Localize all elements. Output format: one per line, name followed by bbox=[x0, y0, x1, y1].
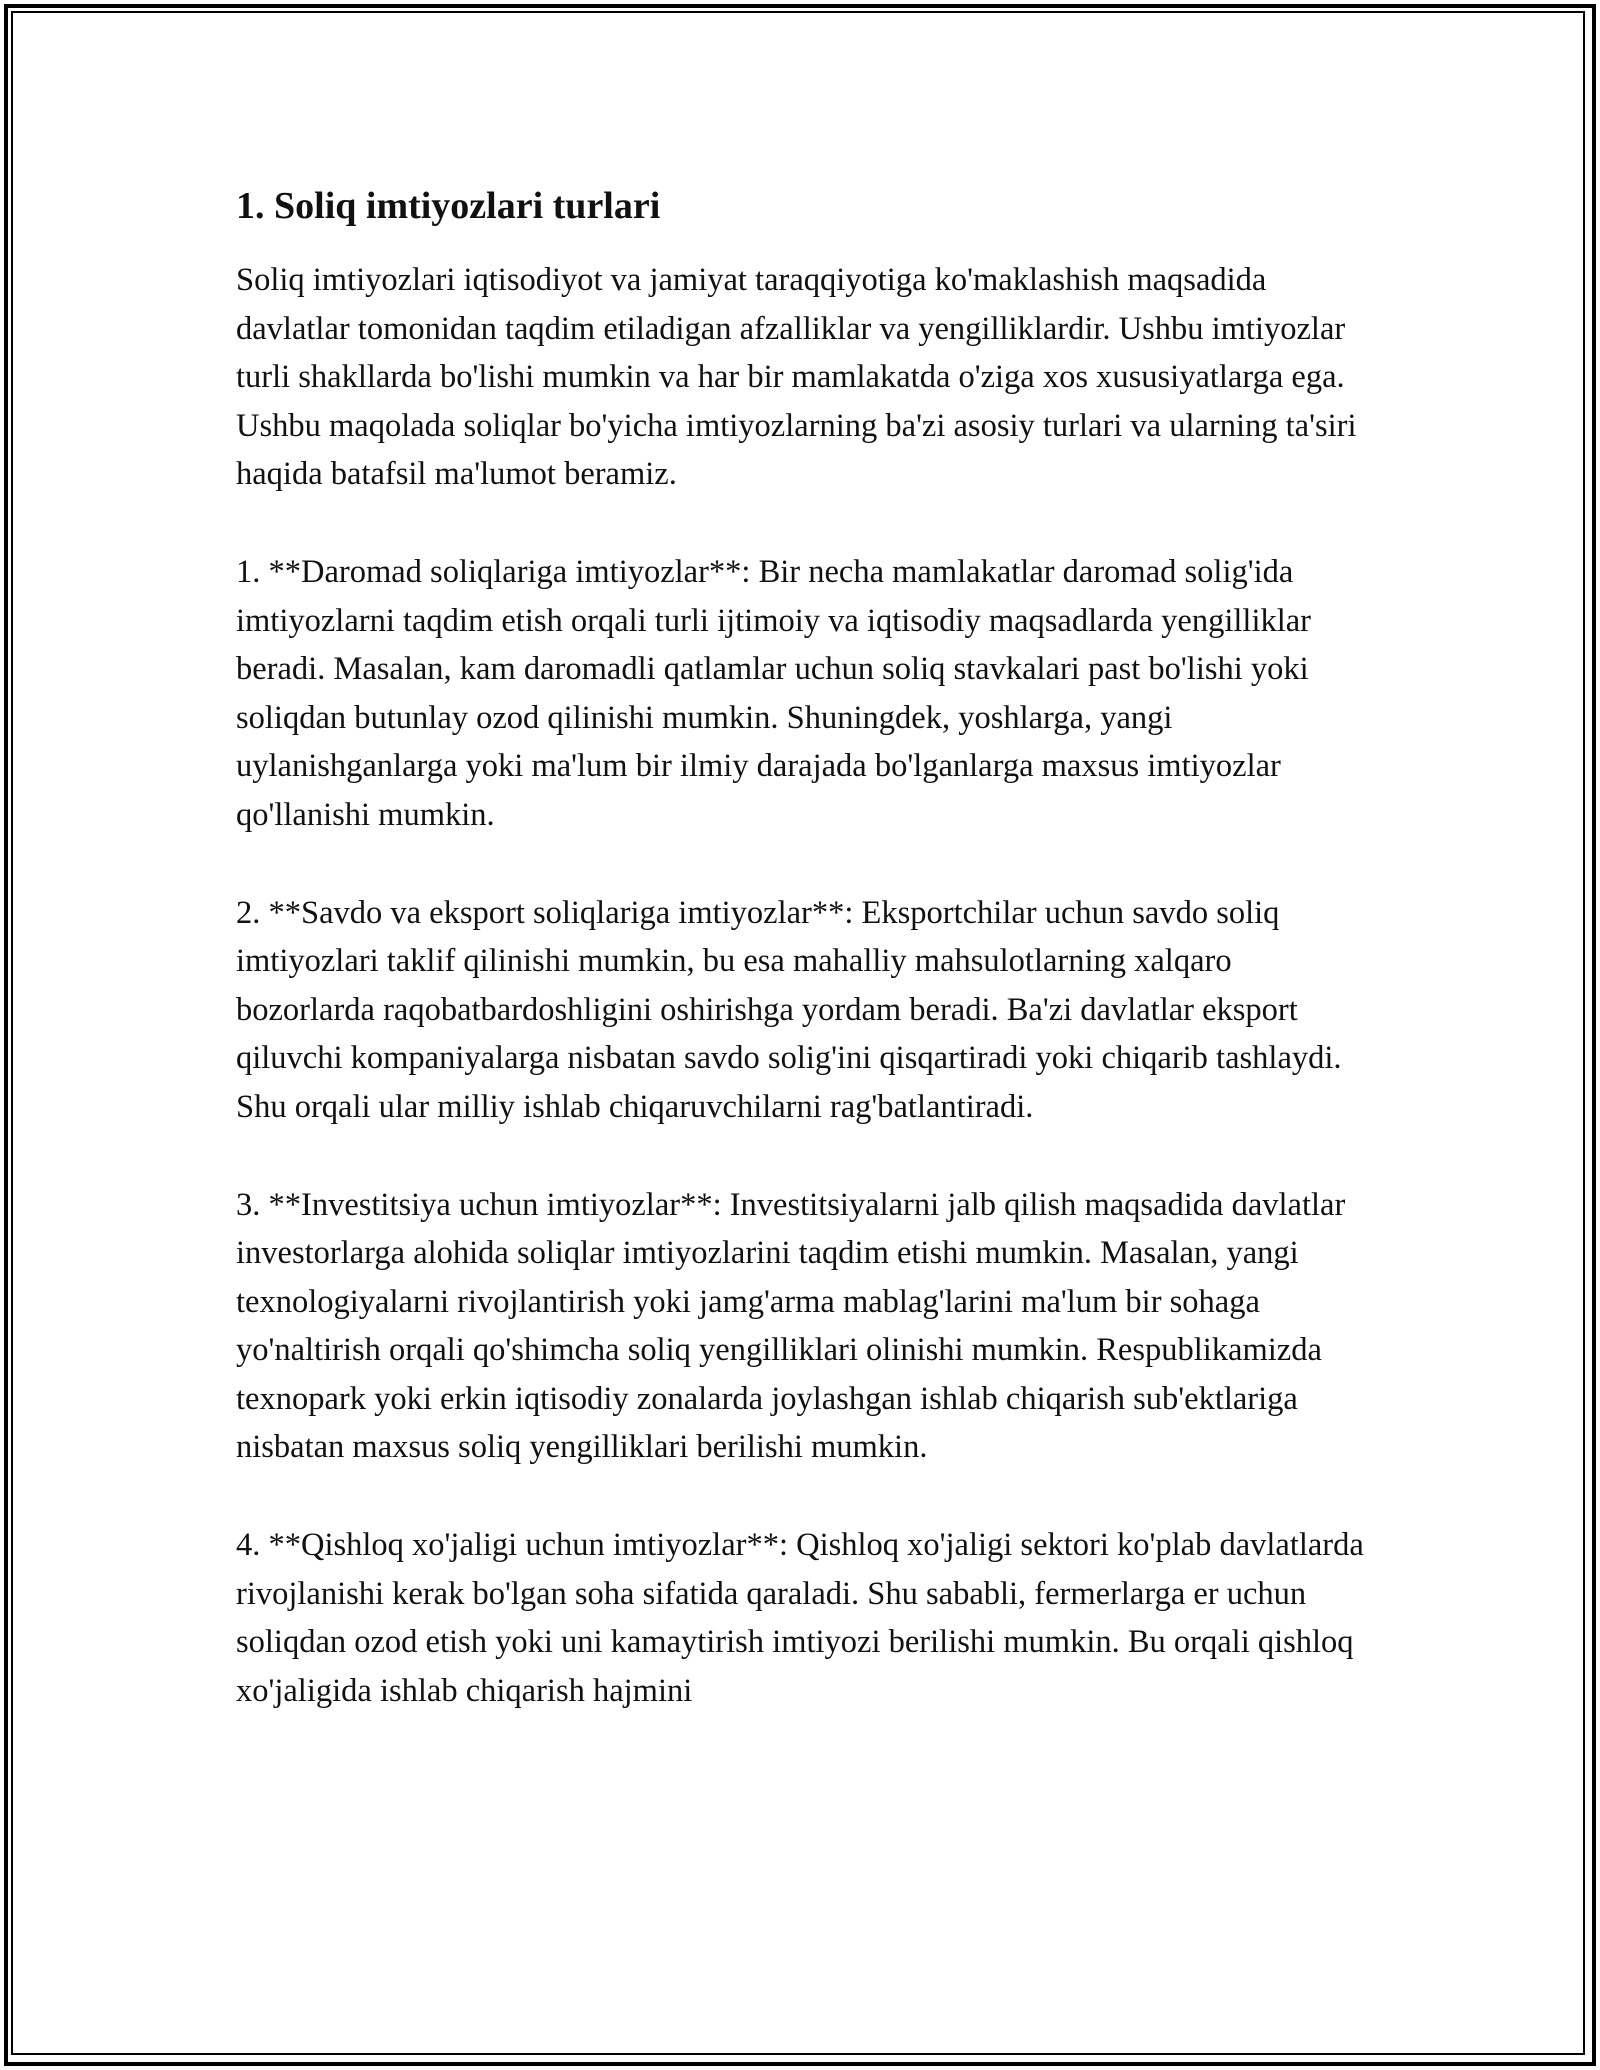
intro-paragraph: Soliq imtiyozlari iqtisodiyot va jamiyat taraqqiyotiga ko'maklashish maqsadida davlatlar tomonidan taqdim etiladigan afzalliklar va yengilliklardir. Ushbu imtiyozlar turli shakllarda bo'lishi mumkin va har bir mamlakatda o'ziga xos xususiyatlarga ega. Ushbu maqolada soliqlar bo'yicha imtiyozlarning ba'zi asosiy turlari va ularning ta'siri haqida batafsil ma'lumot beramiz. bbox=[236, 262, 1357, 493]
paragraph-trade-export: 2. **Savdo va eksport soliqlariga imtiyozlar**: Eksportchilar uchun savdo soliq imtiyozlari taklif qilinishi mumkin, bu esa mahalliy mahsulotlarning xalqaro bozorlarda raqobatbardoshligini oshirishga yordam beradi. Ba'zi davlatlar eksport qiluvchi kompaniyalarga nisbatan savdo solig'ini qisqartiradi yoki chiqarib tashlaydi. Shu orqali ular milliy ishlab chiqaruvchilarni rag'batlantiradi. bbox=[236, 894, 1342, 1125]
paragraph-agriculture: 4. **Qishloq xo'jaligi uchun imtiyozlar**: Qishloq xo'jaligi sektori ko'plab davlatlarda rivojlanishi kerak bo'lgan soha sifatida qaraladi. Shu sababli, fermerlarga er uchun soliqdan ozod etish yoki uni kamaytirish imtiyozi berilishi mumkin. Bu orqali qishloq xo'jaligida ishlab chiqarish hajmini bbox=[236, 1527, 1364, 1709]
paragraph-income-tax: 1. **Daromad soliqlariga imtiyozlar**: Bir necha mamlakatlar daromad solig'ida imtiyozlarni taqdim etish orqali turli ijtimoiy va iqtisodiy maqsadlarda yengilliklar beradi. Masalan, kam daromadli qatlamlar uchun soliq stavkalari past bo'lishi yoki soliqdan butunlay ozod qilinishi mumkin. Shuningdek, yoshlarga, yangi uylanishganlarga yoki ma'lum bir ilmiy darajada bo'lganlarga maxsus imtiyozlar qo'llanishi mumkin. bbox=[236, 553, 1312, 833]
document-title: 1. Soliq imtiyozlari turlari bbox=[236, 185, 661, 227]
paragraph-investment: 3. **Investitsiya uchun imtiyozlar**: Investitsiyalarni jalb qilish maqsadida davlatlar investorlarga alohida soliqlar imtiyozlarini taqdim etishi mumkin. Masalan, yangi texnologiyalarni rivojlantirish yoki jamg'arma mablag'larini ma'lum bir sohaga yo'naltirish orqali qo'shimcha soliq yengilliklari olinishi mumkin. Respublikamizda texnopark yoki erkin iqtisodiy zonalarda joylashgan ishlab chiqarish sub'ektlariga nisbatan maxsus soliq yengilliklari berilishi mumkin. bbox=[236, 1186, 1346, 1466]
document-body bbox=[236, 180, 1376, 1764]
